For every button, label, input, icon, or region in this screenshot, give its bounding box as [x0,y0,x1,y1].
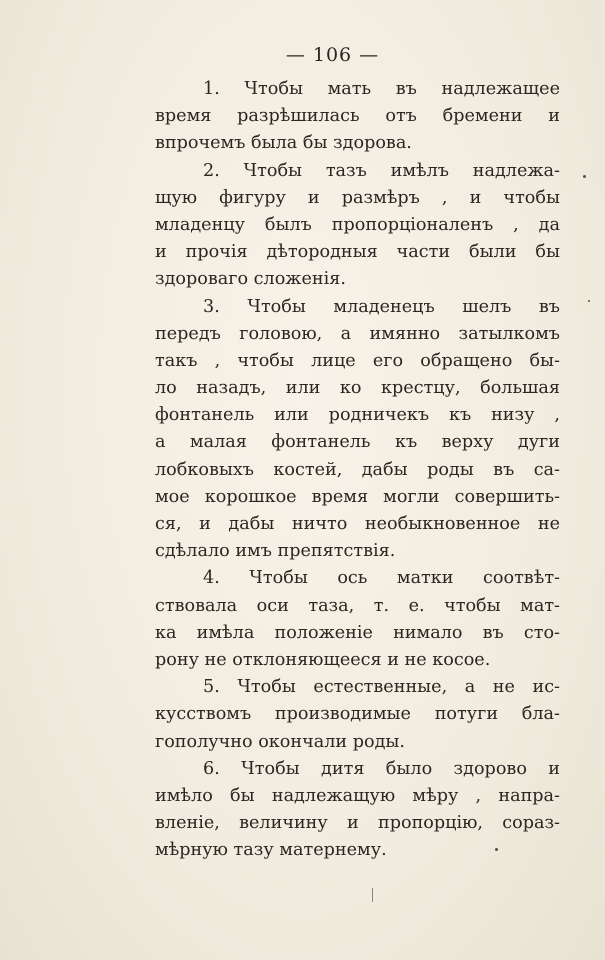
text-line: кусствомъ производимые потуги бла- [155,704,560,725]
text-line: 5. Чтобы естественные, а не ис- [203,677,560,698]
text-line: ствовала оси таза, т. е. чтобы мат- [155,595,560,616]
paragraph-3 [155,294,560,566]
paragraph-2 [155,158,560,294]
text-line: сдѣлало имъ препятствія. [155,541,396,562]
text-line: передъ головою, а имянно затылкомъ [155,323,560,344]
text-line: гополучно окончали роды. [155,731,406,752]
page-number: — 106 — [285,44,380,66]
text-line: 2. Чтобы тазъ имѣлъ надлежа- [203,160,560,181]
paragraph-1 [155,76,560,158]
text-line: 4. Чтобы ось матки соотвѣт- [203,568,560,589]
text-line: ка имѣла положеніе нимало въ сто- [155,622,560,643]
text-line: ло назадъ, или ко крестцу, большая [155,378,560,399]
paragraph-4 [155,565,560,674]
paper-speck [588,300,590,302]
text-line: время разрѣшилась отъ бремени и [155,106,560,127]
paper-speck [495,848,498,851]
text-line: фонтанель или родничекъ къ низу , [155,405,560,426]
text-line: ся, и дабы ничто необыкновенное не [155,514,560,534]
text-line: впрочемъ была бы здорова. [155,133,412,154]
text-line: мое корошкое время могли совершить- [155,486,560,507]
paper-speck [583,175,586,178]
text-line: 1. Чтобы мать въ надлежащее [203,79,560,99]
paragraph-6 [155,756,560,865]
text-line: и прочія дѣтородныя части были бы [155,242,560,263]
text-line: а малая фонтанель къ верху дуги [155,432,560,453]
text-line: такъ , чтобы лице его обращено бы- [155,350,560,371]
text-line: щую фигуру и размѣръ , и чтобы [155,187,560,208]
paragraph-5 [155,674,560,756]
body-text [155,76,560,864]
text-line: имѣло бы надлежащую мѣру , напра- [155,785,560,806]
text-line: 6. Чтобы дитя было здорово и [203,758,560,779]
text-line: здороваго сложенія. [155,269,346,290]
text-line: вленіе, величину и пропорцію, сораз- [155,813,560,834]
text-line: рону не отклоняющееся и не косое. [155,649,491,670]
text-line: 3. Чтобы младенецъ шелъ въ [203,296,560,317]
text-line: мѣрную тазу матернему. [155,840,387,861]
text-line: младенцу былъ пропорціоналенъ , да [155,214,560,235]
text-line: лобковыхъ костей, дабы роды въ са- [155,459,560,480]
paper-speck [372,888,373,902]
